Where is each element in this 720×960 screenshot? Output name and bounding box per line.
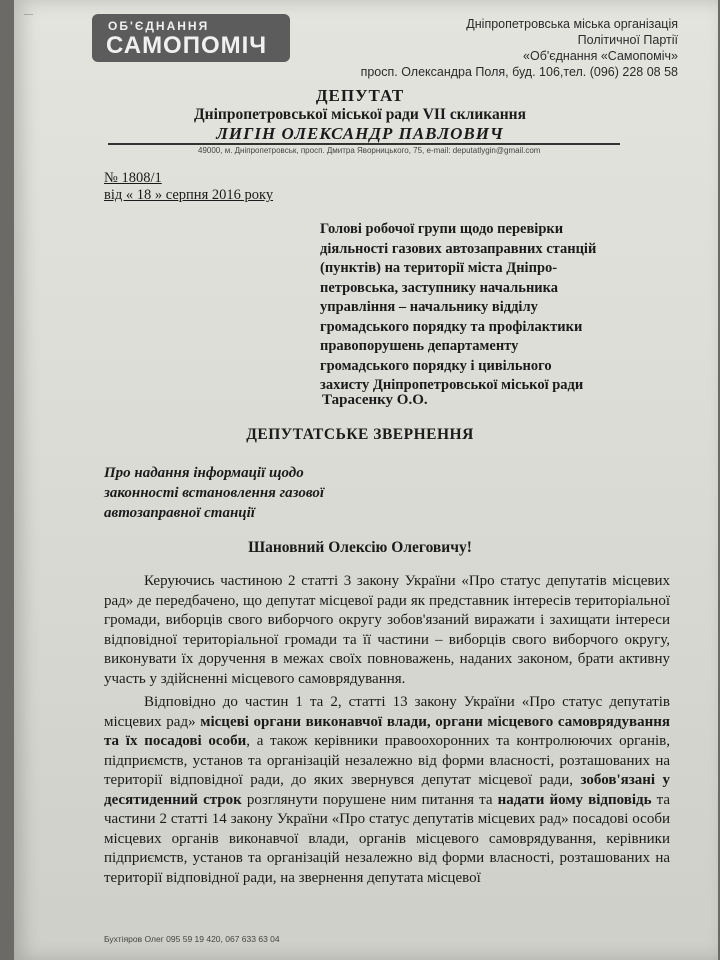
paragraph-2-bold: зобов'язані у десятиденний строк	[104, 772, 670, 808]
paragraph-2-text: Відповідно до частин 1 та 2, статті 13 закону України «Про статус депутатів місцевих рад»	[104, 694, 670, 730]
subject-line: автозаправної станції	[104, 505, 255, 521]
paragraph-2	[104, 693, 670, 888]
paragraph-2-text: розглянути порушене ним питання та	[241, 791, 498, 808]
org-line: «Об'єднання «Самопоміч»	[523, 49, 678, 63]
subject-block	[104, 463, 344, 523]
addressee-line: петровська, заступнику начальника	[320, 279, 559, 296]
paragraph-2-text: та частини 2 статті 14 закону України «Про статус депутатів місцевих рад» посадові особи місцевих органів виконавчої влади, органів місцевого самоврядування, керівники підприємств, установ та організацій незалежно від форми власності, розташованих на території відповідної ради, на звернення депутата місцевої	[104, 791, 670, 886]
addressee-line: захисту Дніпропетровської міської ради	[320, 377, 584, 393]
addressee-line: управління – начальнику відділу	[320, 299, 538, 315]
deputy-heading	[0, 86, 720, 144]
deputy-title: ДЕПУТАТ	[315, 86, 405, 105]
org-line: Політичної Партії	[577, 33, 678, 47]
org-line: Дніпропетровська міська організація	[466, 17, 678, 31]
addressee-line: громадського порядку і цивільного	[320, 357, 552, 374]
salutation: Шановний Олексію Олеговичу!	[248, 539, 472, 556]
paragraph-1: Керуючись частиною 2 статті 3 закону України «Про статус депутатів місцевих рад» де передбачено, що депутат місцевої ради як представник інтересів територіальної громади, виборців свого виборчого округу зобов'язаний виражати і захищати інтереси відповідної територіальної громади та її частини – виборців свого виборчого округу, виконувати їх доручення в межах своїх повноважень, наданих законом, брати активну участь у здійсненні місцевого самоврядування.	[104, 573, 670, 687]
organization-block	[361, 16, 678, 80]
footer-contact: Бухтіяров Олег 095 59 19 420, 067 633 63 04	[104, 934, 280, 944]
addressee-line: Голові робочої групи щодо перевірки	[320, 221, 564, 237]
paragraph-2-bold: надати йому відповідь	[497, 791, 652, 808]
deputy-name: ЛИГІН ОЛЕКСАНДР ПАВЛОВИЧ	[216, 124, 504, 143]
paragraph-2-bold: місцеві органи виконавчої влади, органи місцевого самоврядування та їх посадові особи	[104, 713, 671, 749]
paragraph-2-text: , а також керівники правоохоронних та контролюючих органів, підприємств, установ та організацій незалежно від форми власності, розташованих на території відповідної ради, до яких звернувся депутат місцевої ради,	[104, 733, 670, 788]
addressee-line: (пунктів) на території міста Дніпро-	[320, 260, 558, 276]
logo-line-1: ОБ'ЄДНАННЯ	[108, 19, 210, 33]
addressee-line: громадського порядку та профілактики	[320, 318, 583, 335]
deputy-council: Дніпропетровської міської ради VII скликання	[194, 106, 526, 123]
samopomich-logo	[92, 14, 290, 62]
corner-mark: —	[24, 9, 33, 19]
appeal-title: ДЕПУТАТСЬКЕ ЗВЕРНЕННЯ	[246, 426, 474, 443]
deputy-address: 49000, м. Дніпропетровськ, просп. Дмитра Яворницького, 75, e-mail: deputatlygin@gmail.com	[198, 146, 541, 155]
subject-line: законності встановлення газової	[104, 485, 324, 501]
reference-block	[104, 170, 273, 204]
addressee-block	[320, 220, 632, 396]
org-address: просп. Олександра Поля, буд. 106,тел. (096) 228 08 58	[360, 65, 678, 79]
logo-line-2: САМОПОМІЧ	[106, 32, 268, 59]
letter-body	[104, 572, 670, 892]
addressee-line: правопорушень департаменту	[320, 338, 519, 354]
addressee-surname: Тарасенку О.О.	[322, 392, 428, 408]
subject-line: Про надання інформації щодо	[104, 465, 304, 481]
reference-date: від « 18 » серпня 2016 року	[104, 187, 274, 203]
addressee-line: діяльності газових автозаправних станцій	[320, 240, 597, 257]
header-divider	[108, 143, 620, 145]
reference-number: № 1808/1	[104, 170, 162, 186]
